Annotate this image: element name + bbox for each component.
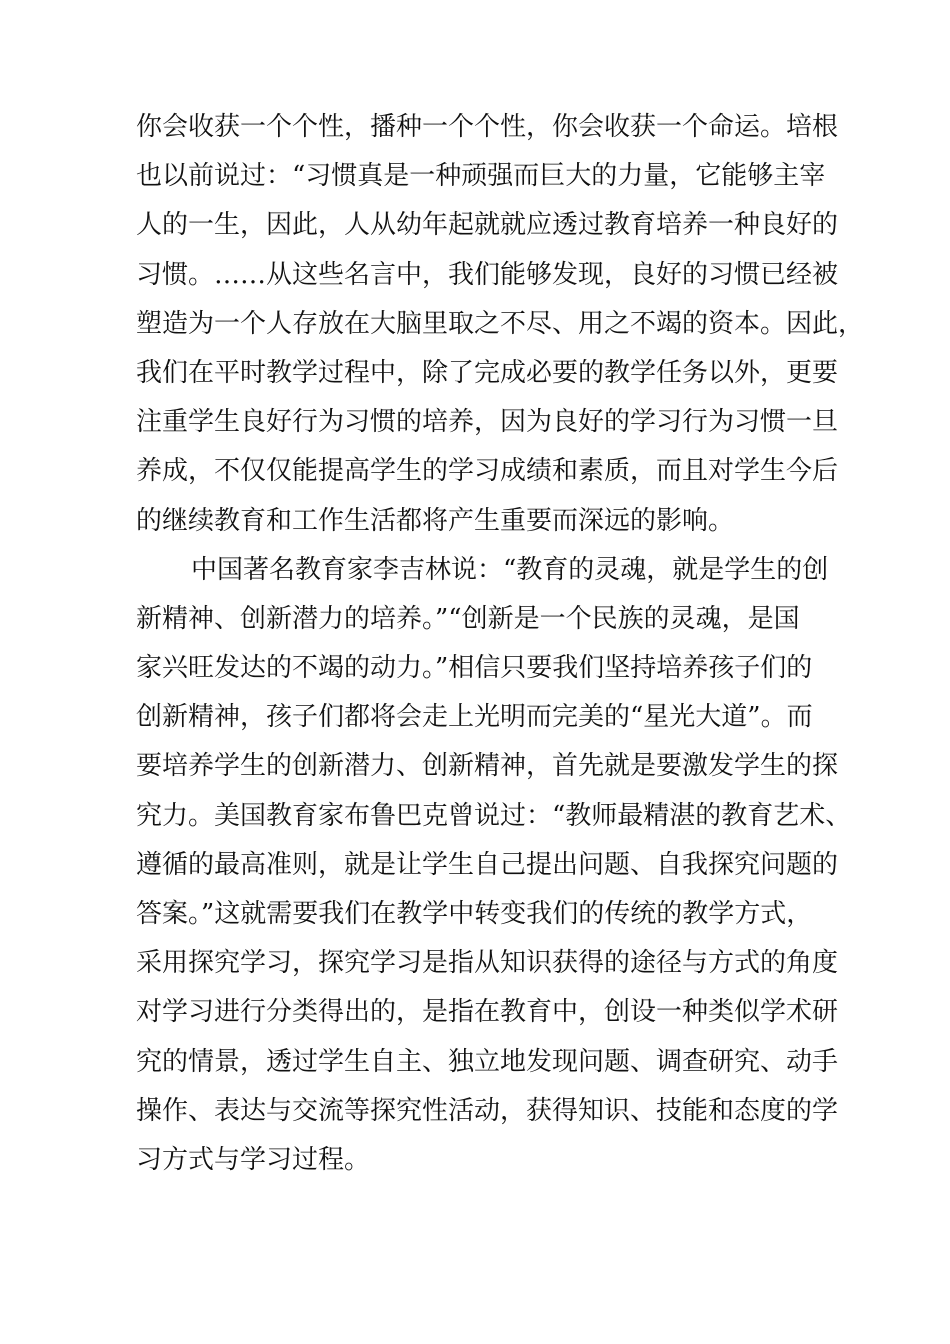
text-line: 究力。美国教育家布鲁巴克曾说过：“教师最精湛的教育艺术、	[136, 800, 852, 831]
text-line: 创新精神，孩子们都将会走上光明而完美的“星光大道”。而	[136, 702, 813, 733]
text-line: 养成，不仅仅能提高学生的学习成绩和素质，而且对学生今后	[136, 456, 839, 487]
text-line: 你会收获一个个性，播种一个个性，你会收获一个命运。培根	[136, 112, 839, 142]
text-line: 答案。”这就需要我们在教学中转变我们的传统的教学方式，	[136, 899, 813, 929]
text-line: 注重学生良好行为习惯的培养，因为良好的学习行为习惯一旦	[136, 407, 839, 438]
text-line: 新精神、创新潜力的培养。”“创新是一个民族的灵魂，是国	[136, 603, 800, 634]
text-line: 人的一生，因此，人从幼年起就就应透过教育培养一种良好的	[136, 210, 839, 241]
text-line: 习惯。……从这些名言中，我们能够发现，良好的习惯已经被	[136, 259, 839, 290]
text-line: 习方式与学习过程。	[136, 1144, 371, 1175]
text-line: 要培养学生的创新潜力、创新精神，首先就是要激发学生的探	[136, 751, 839, 782]
text-line: 操作、表达与交流等探究性活动，获得知识、技能和态度的学	[136, 1095, 839, 1126]
body-text	[136, 103, 865, 1185]
text-line: 对学习进行分类得出的，是指在教育中，创设一种类似学术研	[136, 997, 839, 1028]
text-line: 遵循的最高准则，就是让学生自己提出问题、自我探究问题的	[136, 849, 839, 880]
text-line: 也以前说过：“习惯真是一种顽强而巨大的力量，它能够主宰	[136, 161, 826, 192]
text-line: 塑造为一个人存放在大脑里取之不尽、用之不竭的资本。因此，	[136, 308, 865, 339]
text-line: 家兴旺发达的不竭的动力。”相信只要我们坚持培养孩子们的	[136, 653, 813, 684]
text-line: 采用探究学习，探究学习是指从知识获得的途径与方式的角度	[136, 948, 839, 979]
text-line: 的继续教育和工作生活都将产生重要而深远的影响。	[136, 505, 735, 536]
text-line: 我们在平时教学过程中，除了完成必要的教学任务以外，更要	[136, 357, 839, 388]
text-line: 究的情景，透过学生自主、独立地发现问题、调查研究、动手	[136, 1046, 839, 1077]
paragraph-start-line: 中国著名教育家李吉林说：“教育的灵魂，就是学生的创	[191, 554, 829, 585]
